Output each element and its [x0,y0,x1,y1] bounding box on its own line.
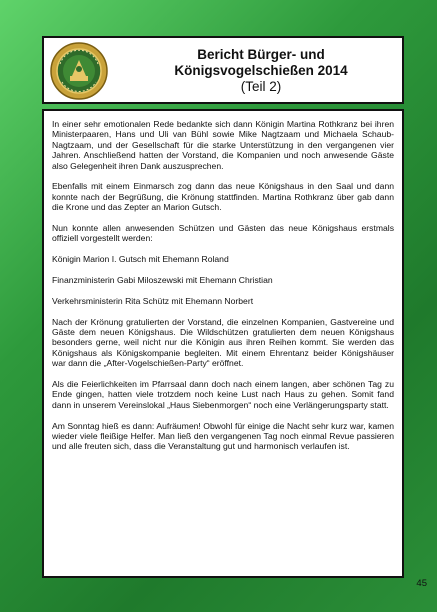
club-emblem-icon [50,42,108,100]
page-title [126,47,396,95]
paragraph: Finanzministerin Gabi Miloszewski mit Ehemann Christian [52,275,273,286]
article-body [42,109,404,578]
paragraph: Nach der Krönung gratulierten der Vorstand, die einzelnen Kompanien, Gastvereine und Gäste dem neuen Königshaus. Die Wildschützen gratulierten dem neuen Königshaus besonders gerne, weil nicht nur die Königin aus ihren Reihen kommt. Sie werden das Königshaus als Königskompanie begleiten. Mit einem Ehrentanz beider Königshäuser war dann die „After-Vogelschießen-Party“ eröffnet. [52,316,394,369]
paragraph: Als die Feierlichkeiten im Pfarrsaal dann doch nach einem langen, aber schönen Tag zu Ende gingen, hatten viele trotzdem noch keine Lust nach Haus zu gehen. Somit fand dann in unserem Vereinslokal „Haus Siebenmorgen“ noch eine Verlängerungsparty statt. [52,379,394,410]
title-line-1: Bericht Bürger- und [197,47,325,62]
title-line-3: (Teil 2) [240,79,282,94]
paragraph: Am Sonntag hieß es dann: Aufräumen! Obwohl für einige die Nacht sehr kurz war, kamen wieder viele fleißige Helfer. Man ließ den vergangenen Tag noch einmal Revue passieren und alle freuten sich, dass die Veranstaltung gut und harmonisch verlaufen ist. [52,420,394,452]
header-box [42,36,404,104]
paragraph: Ebenfalls mit einem Einmarsch zog dann das neue Königshaus in den Saal und dann konnte nach der Begrüßung, die Krönung stattfinden. Martina Rothkranz über gab dann die Krone und das Zepter an Marion Gutsch. [52,181,394,213]
page-number: 45 [416,578,427,589]
title-line-2: Königsvogelschießen 2014 [174,63,348,78]
paragraph: Königin Marion I. Gutsch mit Ehemann Roland [52,254,229,265]
paragraph: Verkehrsministerin Rita Schütz mit Ehemann Norbert [52,295,254,306]
paragraph: In einer sehr emotionalen Rede bedankte sich dann Königin Martina Rothkranz bei ihren Ministerpaaren, Hans und Uli van Bühl sowie Mike Nagtzaam und Michaela Schaub-Nagtzaam, und der Gesellschaft für die starke Unterstützung in den vergangenen vier Jahren. Anschließend hatten der Vorstand, die Kompanien und noch anwesende Gäste also Gelegenheit ihren Dank auszusprechen. [52,119,394,171]
paragraph: Nun konnte allen anwesenden Schützen und Gästen das neue Königshaus erstmals offiziell vorgestellt werden: [52,223,394,244]
